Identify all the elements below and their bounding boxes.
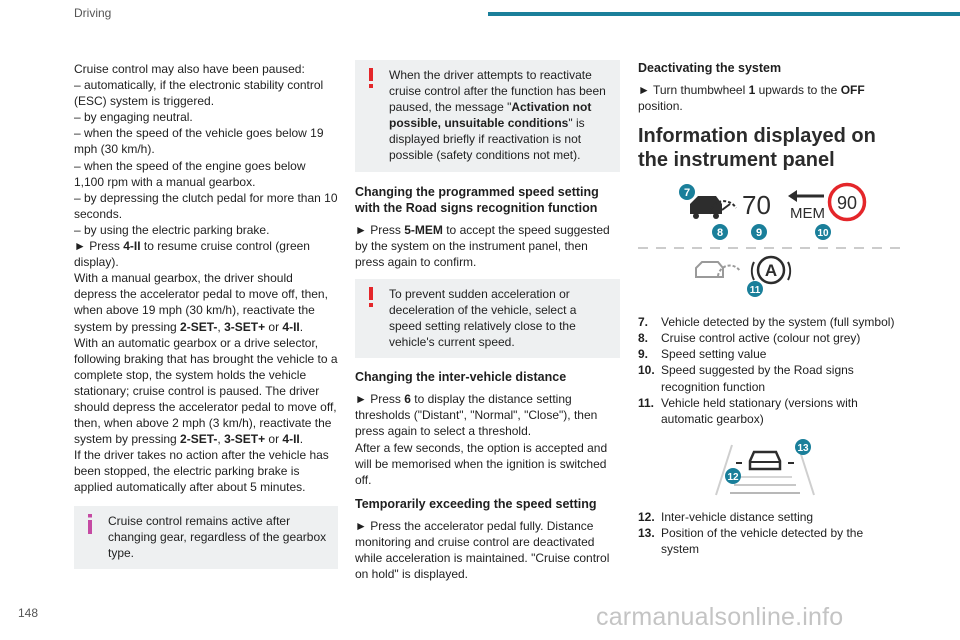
legend-item-7: 7. Vehicle detected by the system (full symbol) bbox=[638, 315, 895, 330]
heading-programmed-speed: Changing the programmed speed setting with the Road signs recognition function bbox=[355, 184, 599, 215]
info-icon bbox=[83, 514, 97, 534]
column-2 bbox=[355, 60, 620, 582]
no-action-text: If the driver takes no action after the vehicle has been stopped, the electric parking brake is applied automatically after about 5 minutes. bbox=[74, 448, 329, 495]
figure-divider bbox=[638, 244, 903, 252]
svg-text:13: 13 bbox=[797, 442, 809, 454]
heading-inter-vehicle-distance: Changing the inter-vehicle distance bbox=[355, 370, 567, 385]
column-3 bbox=[638, 60, 903, 557]
info-note bbox=[74, 506, 338, 569]
mem-label: MEM bbox=[790, 205, 825, 223]
instrument-panel-figure-1 bbox=[638, 178, 903, 244]
legend-item-10: 10. Speed suggested by the Road signs recognition function bbox=[638, 363, 854, 394]
paused-item: – by using the electric parking brake. bbox=[74, 222, 270, 237]
column-1 bbox=[74, 61, 338, 569]
legend-item-11: 11. Vehicle held stationary (versions with automatic gearbox) bbox=[638, 395, 858, 426]
callout-badge-13 bbox=[795, 439, 811, 455]
warning-note-2-text: To prevent sudden acceleration or deceleration of the vehicle, select a speed setting relatively close to the vehicle's current speed. bbox=[389, 286, 577, 350]
watermark: carmanualsonline.info bbox=[596, 603, 844, 631]
warning-icon bbox=[364, 68, 378, 88]
callout-badge-11 bbox=[747, 281, 763, 297]
callout-badge-9 bbox=[751, 224, 767, 240]
warning-note-1-text: When the driver attempts to reactivate cruise control after the function has been paused, the message "Activation not possible, unsuitable conditions" is displayed briefly if reactivation is not possible (safety conditions not met). bbox=[389, 68, 606, 163]
header-accent-bar bbox=[488, 12, 960, 16]
heading-deactivating: Deactivating the system bbox=[638, 61, 782, 75]
heading-information-displayed: Information displayed on the instrument panel bbox=[638, 125, 876, 172]
distance-after-text: After a few seconds, the option is accepted and will be memorised when the ignition is switched off. bbox=[355, 440, 608, 487]
paused-item: – by engaging neutral. bbox=[74, 110, 193, 125]
mem-arrow-icon bbox=[788, 190, 824, 202]
svg-text:12: 12 bbox=[727, 471, 739, 483]
paused-item: – automatically, if the electronic stability control (ESC) system is triggered. bbox=[74, 78, 324, 109]
vehicle-grey-icon bbox=[696, 262, 740, 277]
legend-item-12: 12. Inter-vehicle distance setting bbox=[638, 509, 814, 524]
legend-item-9: 9. Speed setting value bbox=[638, 347, 767, 362]
callout-badge-12 bbox=[725, 468, 741, 484]
legend-item-8: 8. Cruise control active (colour not grey) bbox=[638, 331, 861, 346]
distance-setting-figure bbox=[638, 435, 903, 503]
svg-text:8: 8 bbox=[716, 227, 724, 240]
auto-hold-icon bbox=[752, 257, 790, 283]
svg-text:10: 10 bbox=[817, 228, 829, 240]
paused-intro: Cruise control may also have been paused: bbox=[74, 62, 305, 76]
paused-item: – when the speed of the engine goes below 1,100 rpm with a manual gearbox. bbox=[74, 158, 306, 189]
callout-badge-10 bbox=[815, 224, 831, 240]
exceeding-speed-text: ► Press the accelerator pedal fully. Distance monitoring and cruise control are deactivated while acceleration is maintained. "Cruise control on hold" is displayed. bbox=[355, 518, 610, 582]
resume-instruction: ► Press 4-II to resume cruise control (green display). bbox=[74, 239, 310, 270]
svg-text:11: 11 bbox=[749, 285, 761, 297]
speed-setting-value: 70 bbox=[742, 190, 771, 221]
manual-gearbox-text: With a manual gearbox, the driver should depress the accelerator pedal to move off, then, when above 19 mph (30 km/h), reactivate the system by pressing 2-SET-, 3-SET+ or 4-II. bbox=[74, 271, 328, 334]
legend-item-13: 13. Position of the vehicle detected by the system bbox=[638, 525, 864, 557]
programmed-speed-text: ► Press 5-MEM to accept the speed suggested by the system on the instrument panel, then press again to confirm. bbox=[355, 222, 610, 269]
instrument-panel-figure-2 bbox=[638, 252, 903, 302]
svg-text:9: 9 bbox=[755, 227, 763, 240]
warning-note-2 bbox=[355, 279, 620, 358]
detected-vehicle-icon bbox=[750, 452, 780, 469]
legend-list-2 bbox=[638, 509, 903, 557]
callout-badge-7 bbox=[679, 184, 695, 200]
paused-item: – by depressing the clutch pedal for more than 10 seconds. bbox=[74, 190, 338, 221]
section-title: Driving bbox=[74, 6, 112, 20]
legend-list-1 bbox=[638, 314, 903, 427]
info-note-text: Cruise control remains active after changing gear, regardless of the gearbox type. bbox=[108, 513, 327, 560]
page-number: 148 bbox=[18, 606, 39, 620]
heading-exceeding-speed: Temporarily exceeding the speed setting bbox=[355, 496, 597, 511]
suggested-speed-value: 90 bbox=[836, 193, 858, 214]
callout-badge-8 bbox=[712, 224, 728, 240]
svg-text:7: 7 bbox=[683, 187, 691, 200]
warning-icon bbox=[364, 287, 378, 307]
automatic-gearbox-text: With an automatic gearbox or a drive selector, following braking that has brought the vehicle to a complete stop, the system holds the vehicle stationary; cruise control is paused. The driver should depress the accelerator pedal to move off, then, when above 2 mph (3 km/h), reactivate the system by pressing 2-SET-, 3-SET+ or 4-II. bbox=[74, 335, 338, 447]
warning-note-1 bbox=[355, 60, 620, 172]
speed-limit-sign-icon bbox=[830, 185, 865, 220]
paused-item: – when the speed of the vehicle goes below 19 mph (30 km/h). bbox=[74, 126, 324, 157]
svg-text:A: A bbox=[764, 261, 778, 281]
deactivating-text: ► Turn thumbwheel 1 upwards to the OFF position. bbox=[638, 83, 865, 114]
distance-text: ► Press 6 to display the distance setting thresholds ("Distant", "Normal", "Close"), then press again to select a threshold. bbox=[355, 392, 598, 439]
cruise-vehicle-icon bbox=[690, 196, 736, 219]
